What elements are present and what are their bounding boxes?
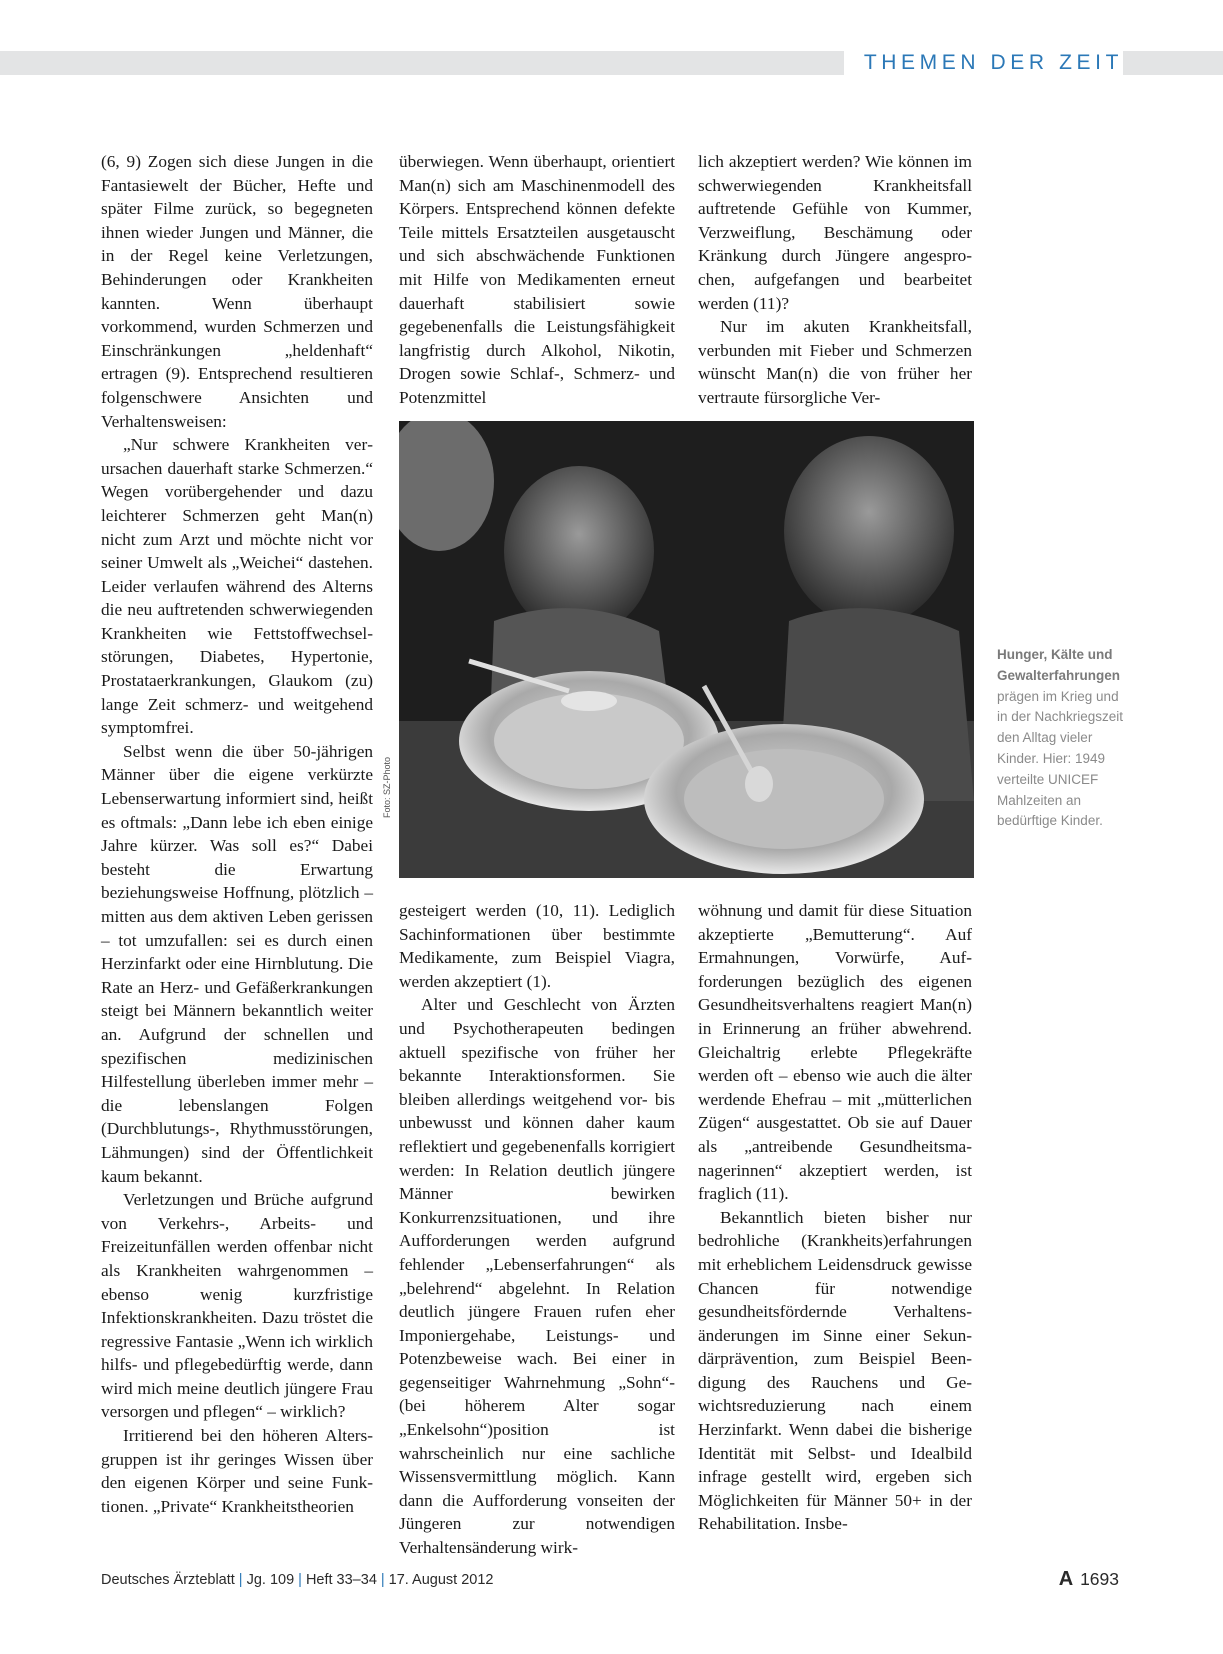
paragraph: lich akzeptiert werden? Wie können im schwerwiegenden Krankheitsfall auftretende Gefühle von Kummer, Verzweiflung, Beschämung oder Kränkung durch Jüngere angesprochen, aufgefangen und bearbeitet werden (11)? bbox=[698, 152, 972, 313]
paragraph: Selbst wenn die über 50-jährigen Männer über die eigene verkürzte Lebenserwartung informiert sind, heißt es oftmals: „Dann lebe ich eben einige Jahre kürzer. Was soll es?“ Dabei besteht die Erwartung beziehungsweise Hoffnung, plötzlich – mitten aus dem aktiven Leben gerissen – tot umzufallen: sei es durch einen Herzinfarkt oder eine Hirnblutung. Die Rate an Herz- und Gefäßerkrankungen steigt bei Männern bekanntlich weiter an. Aufgrund der schnellen und spezifischen medizinischen Hilfestellung überleben immer mehr – die lebenslangen Folgen (Durchblutungs-, Rhythmusstörungen, Lähmungen) sind der Öffentlichkeit kaum bekannt. bbox=[101, 741, 373, 1186]
paragraph: Bekanntlich bieten bisher nur bedrohliche (Krankheits)erfahrungen mit erheblichem Leidensdruck gewisse Chancen für notwendige gesundheitsfördernde Verhaltensänderungen im Sinne einer Sekundärprävention, zum Beispiel Beendigung des Rauchens und Gewichtsreduzierung nach einem Herzinfarkt. Wenn dabei die bisherige Identität mit Selbst- und Idealbild infrage gestellt wird, ergeben sich Möglichkeiten für Männer 50+ in der Rehabilitation. Insbe- bbox=[698, 1207, 972, 1534]
text-column-2-bottom bbox=[399, 899, 675, 1560]
paragraph: Nur im akuten Krankheitsfall, verbunden mit Fieber und Schmerzen wünscht Man(n) die von früher her vertraute fürsorgliche Ver- bbox=[698, 317, 972, 407]
journal-name: Deutsches Ärzteblatt bbox=[101, 1572, 235, 1588]
footer-separator: | bbox=[298, 1572, 302, 1588]
page-number-value: 1693 bbox=[1080, 1569, 1119, 1589]
caption-lead: Hunger, Kälte und Gewalterfahrungen bbox=[997, 647, 1121, 683]
page-letter: A bbox=[1058, 1568, 1074, 1590]
issue-date: 17. August 2012 bbox=[388, 1572, 494, 1588]
photo-caption bbox=[997, 645, 1127, 832]
text-column-2-top bbox=[399, 150, 675, 410]
footer-separator: | bbox=[380, 1572, 385, 1588]
caption-text: prägen im Krieg und in der Nachkriegszeit den Alltag vieler Kinder. Hier: 1949 verteilte UNICEF Mahlzeiten an bedürftige Kinder. bbox=[997, 688, 1124, 829]
volume: Jg. 109 bbox=[246, 1572, 295, 1588]
article-photo bbox=[399, 421, 974, 878]
issue: Heft 33–34 bbox=[305, 1572, 377, 1588]
text-column-3-top bbox=[698, 150, 972, 410]
footer-separator: | bbox=[238, 1572, 243, 1588]
section-title: THEMEN DER ZEIT bbox=[844, 50, 1123, 76]
paragraph: überwiegen. Wenn überhaupt, orientiert Man(n) sich am Maschinenmodell des Körpers. Entsprechend können defekte Teile mittels Ersatzteilen ausgetauscht und sich abschwächende Funktionen mit Hilfe von Medikamenten erneut dauerhaft stabilisiert sowie gegebenenfalls die Leistungsfähigkeit langfristig durch Alkohol, Nikotin, Drogen sowie Schlaf-, Schmerz- und Potenzmittel bbox=[399, 152, 675, 407]
photo-illustration bbox=[399, 421, 974, 878]
paragraph: „Nur schwere Krankheiten verursachen dauerhaft starke Schmerzen.“ Wegen vorübergehender und dazu leichterer Schmerzen geht Man(n) nicht zum Arzt und möchte nicht vor seiner Umwelt als „Weichei“ dastehen. Leider verlaufen während des Alterns die neu auftretenden schwerwiegenden Krankheiten wie Fettstoffwechselstörungen, Diabetes, Hypertonie, Prostataerkrankungen, Glaukom (zu) lange Zeit schmerz- und weitgehend symptomfrei. bbox=[101, 435, 373, 738]
paragraph: Alter und Geschlecht von Ärzten und Psychotherapeuten bedingen aktuell spezifische von früher her bekannte Interaktionsformen. Sie bleiben allerdings weitgehend vor- bis unbewusst und können daher kaum reflektiert und gegebenenfalls korrigiert werden: In Relation deutlich jüngere Männer bewirken Konkurrenzsituationen, und ihre Aufforderungen werden aufgrund fehlender „Lebenserfahrungen“ als „belehrend“ abgelehnt. In Relation deutlich jüngere Frauen rufen eher Imponiergehabe, Leistungs- und Potenzbeweise wach. Bei einer in gegenseitiger Wahrnehmung „Sohn“-(bei höherem Alter sogar „Enkelsohn“)position ist wahrscheinlich nur eine sachliche Wissensvermittlung möglich. Kann dann die Aufforderung vonseiten der Jüngeren zur notwendigen Verhaltensänderung wirk- bbox=[399, 995, 675, 1558]
paragraph: (6, 9) Zogen sich diese Jungen in die Fantasiewelt der Bücher, Hefte und später Filme zurück, so begegneten ihnen wieder Jungen und Männer, die in der Regel keine Verletzungen, Behinderungen oder Krankheiten kannten. Wenn überhaupt vorkommend, wurden Schmerzen und Einschränkungen „heldenhaft“ ertragen (9). Entsprechend resultieren folgenschwere Ansichten und Verhaltensweisen: bbox=[101, 152, 373, 431]
photo-credit: Foto: SZ-Photo bbox=[382, 756, 392, 818]
page-number bbox=[1059, 1568, 1119, 1591]
paragraph: Irritierend bei den höheren Altersgruppen ist ihr geringes Wissen über den eigenen Körper und seine Funktionen. „Private“ Krankheitstheorien bbox=[101, 1426, 373, 1516]
footer bbox=[101, 1572, 494, 1588]
text-column-3-bottom bbox=[698, 899, 972, 1536]
paragraph: gesteigert werden (10, 11). Lediglich Sachinformationen über bestimmte Medikamente, zum Beispiel Viagra, werden akzeptiert (1). bbox=[399, 901, 675, 991]
paragraph: Verletzungen und Brüche aufgrund von Verkehrs-, Arbeits- und Freizeitunfällen werden offenbar nicht als Krankheiten wahrgenommen – ebenso wenig kurzfristige Infektionskrankheiten. Dazu tröstet die regressive Fantasie „Wenn ich wirklich hilfs- und pflegebedürftig werde, dann wird mich meine deutlich jüngere Frau versorgen und pflegen“ – wirklich? bbox=[101, 1190, 373, 1422]
text-column-1 bbox=[101, 150, 373, 1518]
paragraph: wöhnung und damit für diese Situation akzeptierte „Bemutterung“. Auf Ermahnungen, Vorwürfe, Aufforderungen bezüglich des eigenen Gesundheitsverhaltens reagiert Man(n) in Erinnerung an früher abwehrend. Gleichaltrig erlebte Pflegekräfte werden oft – ebenso wie auch die älter werdende Ehefrau – mit „mütterlichen Zügen“ ausgestattet. Ob sie auf Dauer als „antreibende Gesundheitsmanagerinnen“ akzeptiert werden, ist fraglich (11). bbox=[698, 901, 972, 1204]
